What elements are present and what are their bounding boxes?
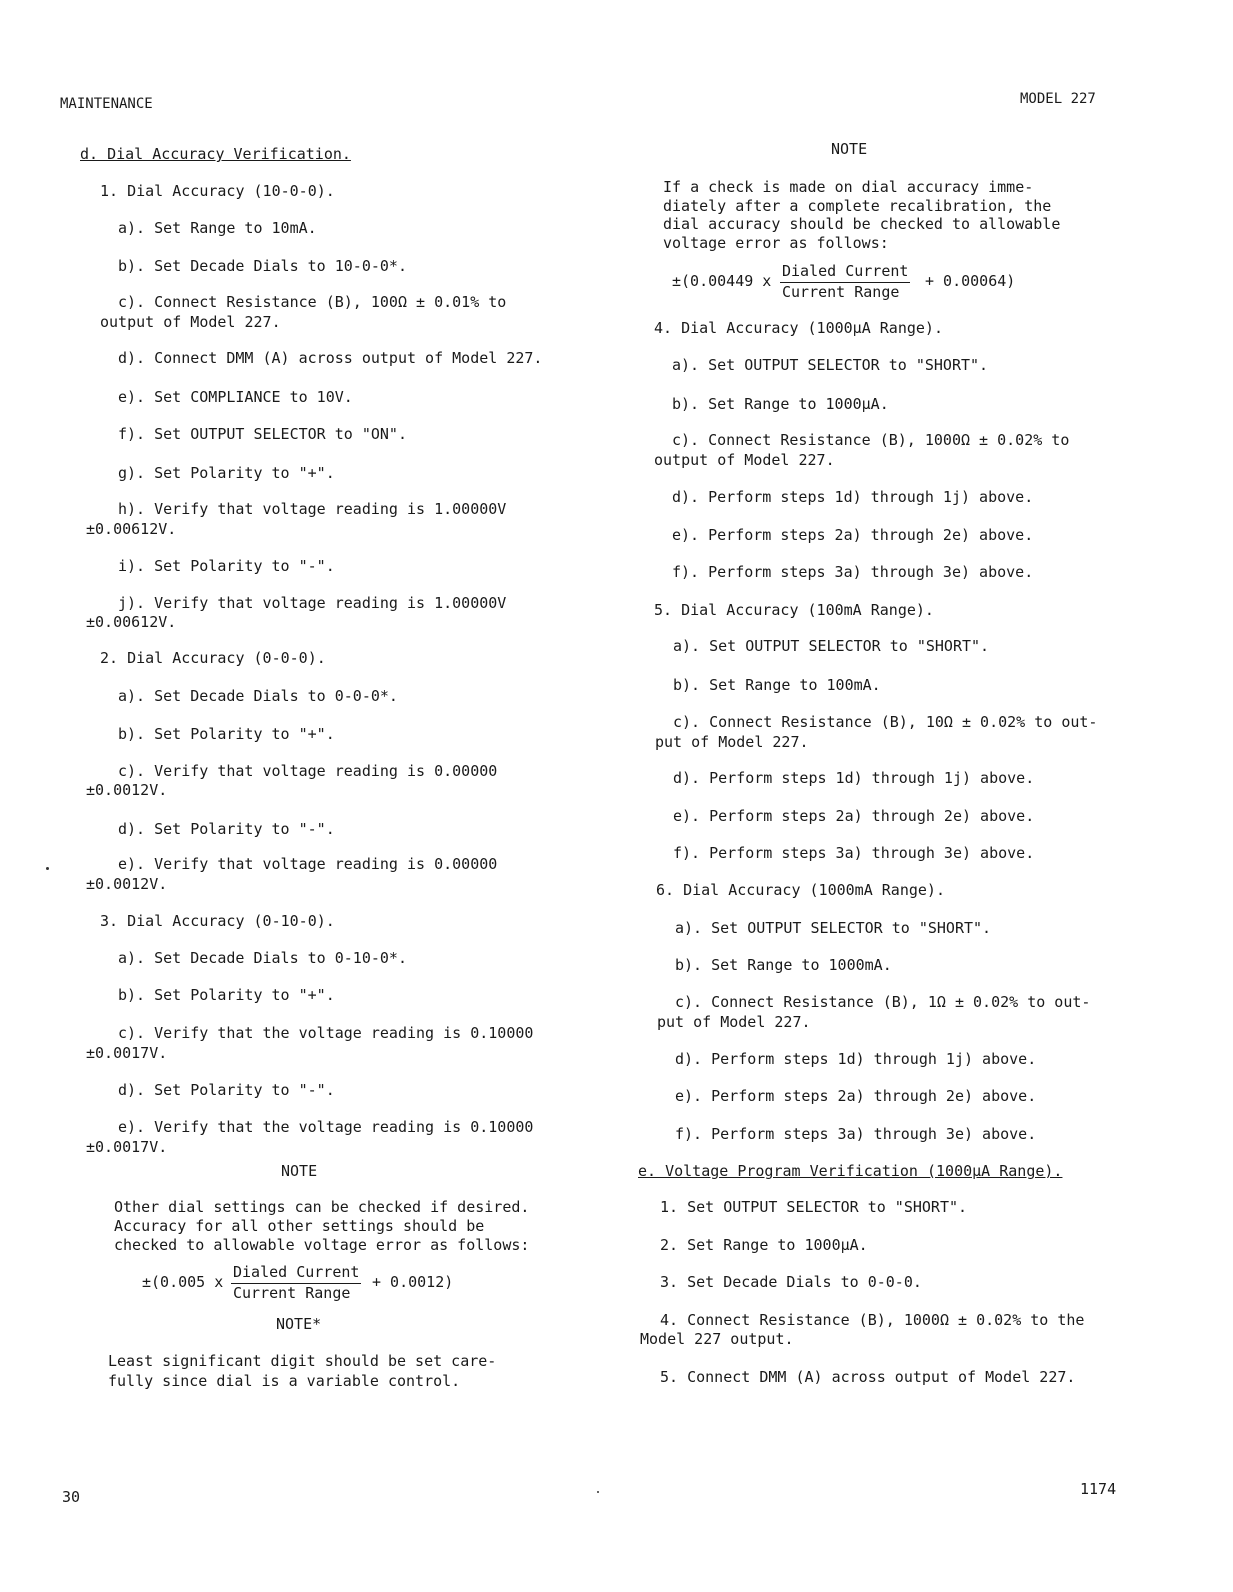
step-6c-line1: c). Connect Resistance (B), 1Ω ± 0.02% to out- <box>675 993 1091 1011</box>
section-e-step-2: 2. Set Range to 1000μA. <box>660 1236 868 1254</box>
right-note-line-2: diately after a complete recalibration, the <box>663 197 1052 215</box>
step-5e: e). Perform steps 2a) through 2e) above. <box>673 807 1035 825</box>
step-2e-line2: ±0.0012V. <box>86 875 168 893</box>
page-number: 30 <box>62 1488 81 1506</box>
step-5b: b). Set Range to 100mA. <box>673 676 881 694</box>
right-note-heading: NOTE <box>831 140 868 158</box>
step-2-title: 2. Dial Accuracy (0-0-0). <box>100 649 326 667</box>
step-1b: b). Set Decade Dials to 10-0-0*. <box>118 257 407 275</box>
step-1h-line2: ±0.00612V. <box>86 520 177 538</box>
right-formula-denominator: Current Range <box>782 283 900 301</box>
step-4a: a). Set OUTPUT SELECTOR to "SHORT". <box>672 356 989 374</box>
right-note-line-3: dial accuracy should be checked to allowable <box>663 215 1061 233</box>
step-2a: a). Set Decade Dials to 0-0-0*. <box>118 687 398 705</box>
step-1f: f). Set OUTPUT SELECTOR to "ON". <box>118 425 407 443</box>
step-5c-line2: put of Model 227. <box>655 733 809 751</box>
section-d-title: d. Dial Accuracy Verification. <box>80 145 351 163</box>
step-3-title: 3. Dial Accuracy (0-10-0). <box>100 912 335 930</box>
step-1a: a). Set Range to 10mA. <box>118 219 317 237</box>
stray-mark <box>46 867 49 870</box>
step-1j-line1: j). Verify that voltage reading is 1.00000V <box>118 594 507 612</box>
step-1g: g). Set Polarity to "+". <box>118 464 335 482</box>
step-1j-line2: ±0.00612V. <box>86 613 177 631</box>
step-2c-line1: c). Verify that voltage reading is 0.00000 <box>118 762 498 780</box>
step-3e-line2: ±0.0017V. <box>86 1138 168 1156</box>
section-e-step-4-line2: Model 227 output. <box>640 1330 794 1348</box>
step-2b: b). Set Polarity to "+". <box>118 725 335 743</box>
right-note-line-4: voltage error as follows: <box>663 234 889 252</box>
note-star-heading: NOTE* <box>276 1315 322 1333</box>
step-4b: b). Set Range to 1000μA. <box>672 395 889 413</box>
step-4e: e). Perform steps 2a) through 2e) above. <box>672 526 1034 544</box>
doc-number: 1174 <box>1080 1480 1117 1498</box>
step-5-title: 5. Dial Accuracy (100mA Range). <box>654 601 934 619</box>
step-5d: d). Perform steps 1d) through 1j) above. <box>673 769 1035 787</box>
note-line-3: checked to allowable voltage error as follows: <box>114 1236 530 1254</box>
step-1-title: 1. Dial Accuracy (10-0-0). <box>100 182 335 200</box>
section-header: MAINTENANCE <box>60 96 153 112</box>
step-3d: d). Set Polarity to "-". <box>118 1081 335 1099</box>
step-2e-line1: e). Verify that voltage reading is 0.00000 <box>118 855 498 873</box>
formula-numerator: Dialed Current <box>231 1263 361 1284</box>
step-4c-line2: output of Model 227. <box>654 451 835 469</box>
formula-fraction <box>231 1263 360 1320</box>
section-e-step-1: 1. Set OUTPUT SELECTOR to "SHORT". <box>660 1198 968 1216</box>
step-4-title: 4. Dial Accuracy (1000μA Range). <box>654 319 943 337</box>
note-line-1: Other dial settings can be checked if desired. <box>114 1198 530 1216</box>
step-1h-line1: h). Verify that voltage reading is 1.00000V <box>118 500 507 518</box>
note-star-line-2: fully since dial is a variable control. <box>108 1372 461 1390</box>
formula-suffix: + 0.0012) <box>372 1273 454 1291</box>
section-e-title: e. Voltage Program Verification (1000μA Range). <box>638 1162 1063 1180</box>
step-1c-line2: output of Model 227. <box>100 313 281 331</box>
note-line-2: Accuracy for all other settings should be <box>114 1217 485 1235</box>
step-3c-line1: c). Verify that the voltage reading is 0.10000 <box>118 1024 534 1042</box>
formula-denominator: Current Range <box>233 1284 351 1302</box>
right-formula-prefix: ±(0.00449 x <box>672 272 772 290</box>
step-6e: e). Perform steps 2a) through 2e) above. <box>675 1087 1037 1105</box>
step-5c-line1: c). Connect Resistance (B), 10Ω ± 0.02% to out- <box>673 713 1098 731</box>
step-6c-line2: put of Model 227. <box>657 1013 811 1031</box>
right-formula-numerator: Dialed Current <box>780 262 910 283</box>
step-3e-line1: e). Verify that the voltage reading is 0.10000 <box>118 1118 534 1136</box>
step-4f: f). Perform steps 3a) through 3e) above. <box>672 563 1034 581</box>
right-formula-suffix: + 0.00064) <box>925 272 1016 290</box>
step-2d: d). Set Polarity to "-". <box>118 820 335 838</box>
step-4d: d). Perform steps 1d) through 1j) above. <box>672 488 1034 506</box>
note-star-line-1: Least significant digit should be set care- <box>108 1352 497 1370</box>
section-e-step-3: 3. Set Decade Dials to 0-0-0. <box>660 1273 922 1291</box>
step-1e: e). Set COMPLIANCE to 10V. <box>118 388 353 406</box>
step-6d: d). Perform steps 1d) through 1j) above. <box>675 1050 1037 1068</box>
step-1d: d). Connect DMM (A) across output of Model 227. <box>118 349 543 367</box>
step-4c-line1: c). Connect Resistance (B), 1000Ω ± 0.02% to <box>672 431 1070 449</box>
step-6a: a). Set OUTPUT SELECTOR to "SHORT". <box>675 919 992 937</box>
step-3c-line2: ±0.0017V. <box>86 1044 168 1062</box>
step-6b: b). Set Range to 1000mA. <box>675 956 892 974</box>
right-formula-fraction <box>780 262 909 319</box>
step-6-title: 6. Dial Accuracy (1000mA Range). <box>656 881 945 899</box>
step-3a: a). Set Decade Dials to 0-10-0*. <box>118 949 407 967</box>
step-5f: f). Perform steps 3a) through 3e) above. <box>673 844 1035 862</box>
model-header: MODEL 227 <box>1020 91 1096 107</box>
formula-prefix: ±(0.005 x <box>142 1273 224 1291</box>
step-2c-line2: ±0.0012V. <box>86 781 168 799</box>
step-5a: a). Set OUTPUT SELECTOR to "SHORT". <box>673 637 990 655</box>
note-heading: NOTE <box>281 1162 318 1180</box>
right-note-line-1: If a check is made on dial accuracy imme- <box>663 178 1034 196</box>
stray-mark <box>597 1491 599 1493</box>
section-e-step-4-line1: 4. Connect Resistance (B), 1000Ω ± 0.02% to the <box>660 1311 1085 1329</box>
step-3b: b). Set Polarity to "+". <box>118 986 335 1004</box>
section-e-step-5: 5. Connect DMM (A) across output of Model 227. <box>660 1368 1076 1386</box>
step-1i: i). Set Polarity to "-". <box>118 557 335 575</box>
step-1c-line1: c). Connect Resistance (B), 100Ω ± 0.01% to <box>118 293 507 311</box>
step-6f: f). Perform steps 3a) through 3e) above. <box>675 1125 1037 1143</box>
